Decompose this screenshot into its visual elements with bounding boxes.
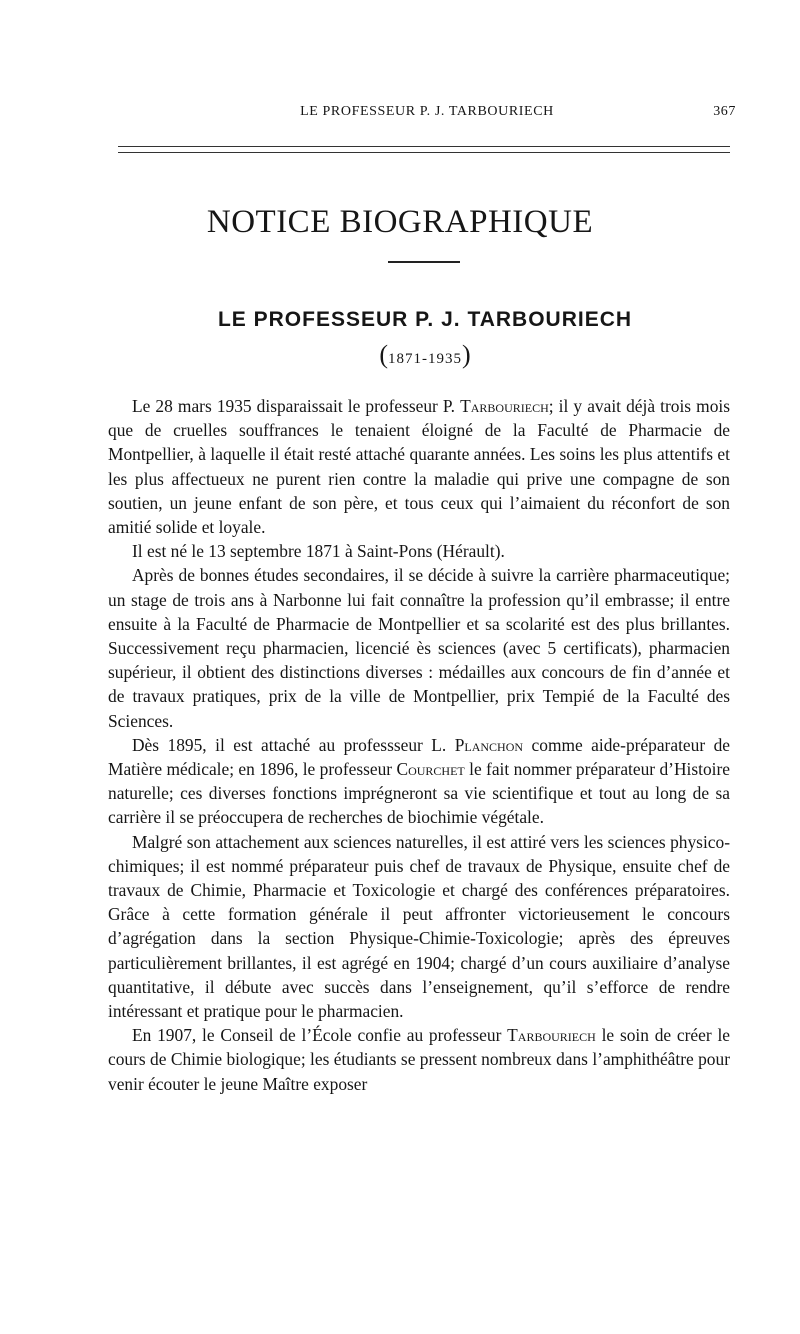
person-name: Tarbouriech [460,396,549,416]
title-divider [388,261,460,263]
paragraph: Il est né le 13 septembre 1871 à Saint-Pons (Hérault). [132,541,505,562]
life-years: 1871-1935 [388,351,462,367]
open-paren: ( [379,340,388,369]
page-title: NOTICE BIOGRAPHIQUE [206,204,594,240]
text-run: En 1907, le Conseil de l’École confie au professeur [132,1025,508,1046]
subject-name: LE PROFESSEUR P. J. TARBOURIECH [217,308,633,331]
text-run: Dès 1895, il est attaché au professseur L. [132,734,455,755]
life-dates [0,340,800,370]
text-run: Le 28 mars 1935 disparaissait le professeur P. [132,396,461,416]
paragraph [108,1023,730,1096]
person-name: Planchon [454,734,524,755]
paragraph [108,733,730,830]
article-body [108,394,730,1096]
person-name: Tarbouriech [507,1025,596,1046]
paragraph [108,394,730,539]
text-run: comme aide-préparateur de Matière médicale; en 1896, le professeur [108,734,730,780]
text-run: le fait nommer préparateur d’Histoire naturelle; ces diverses fonctions imprégneront sa vie scientifique et tout au long de sa carrière il se préoccupera de recherches de biochimie végétale. [108,759,730,828]
text-run: le soin de créer le cours de Chimie biologique; les étudiants se pressent nombreux dans l’amphithéâtre pour venir écouter le jeune Maître exposer [108,1025,730,1094]
close-paren: ) [462,340,471,369]
header-rule [118,146,730,153]
paragraph: Malgré son attachement aux sciences naturelles, il est attiré vers les sciences physico-chimiques; il est nommé préparateur puis chef de travaux de Physique, ensuite chef de travaux de Chimie, Pharmacie et Toxicologie et chargé des conférences préparatoires. Grâce à cette formation générale il peut affronter victorieusement le concours d’agrégation dans la section Physique-Chimie-Toxicologie; après des épreuves particulièrement brillantes, il est agrégé en 1904; chargé d’un cours auxiliaire d’analyse quantitative, il débute avec succès dans l’enseignement, qu’il s’efforce de rendre intéressant et pratique pour le pharmacien. [108,831,730,1022]
running-head [118,104,736,126]
page-number: 367 [713,104,736,119]
paragraph: Après de bonnes études secondaires, il se décide à suivre la carrière pharmaceutique; un stage de trois ans à Narbonne lui fait connaître la profession qu’il embrasse; il entre ensuite à la Faculté de Pharmacie de Montpellier et sa scolarité est des plus brillantes. Successivement reçu pharmacien, licencié ès sciences (avec 5 certificats), pharmacien supérieur, il obtient des distinctions diverses : médailles aux concours de fin d’année et de travaux pratiques, prix de la ville de Montpellier, prix Tempié de la Faculté des Sciences. [108,565,730,731]
text-run: ; il y avait déjà trois mois que de cruelles souffrances le tenaient éloigné de la Faculté de Pharmacie de Montpellier, à laquelle il était resté attaché quarante années. Les soins les plus attentifs et les plus affectueux ne purent rien contre la maladie qui prive une compagne de son soutien, un jeune enfant de son père, et tous ceux qui l’aimaient du réconfort de son amitié solide et loyale. [108,396,730,538]
person-name: Courchet [396,759,465,780]
running-title: LE PROFESSEUR P. J. TARBOURIECH [300,104,554,119]
